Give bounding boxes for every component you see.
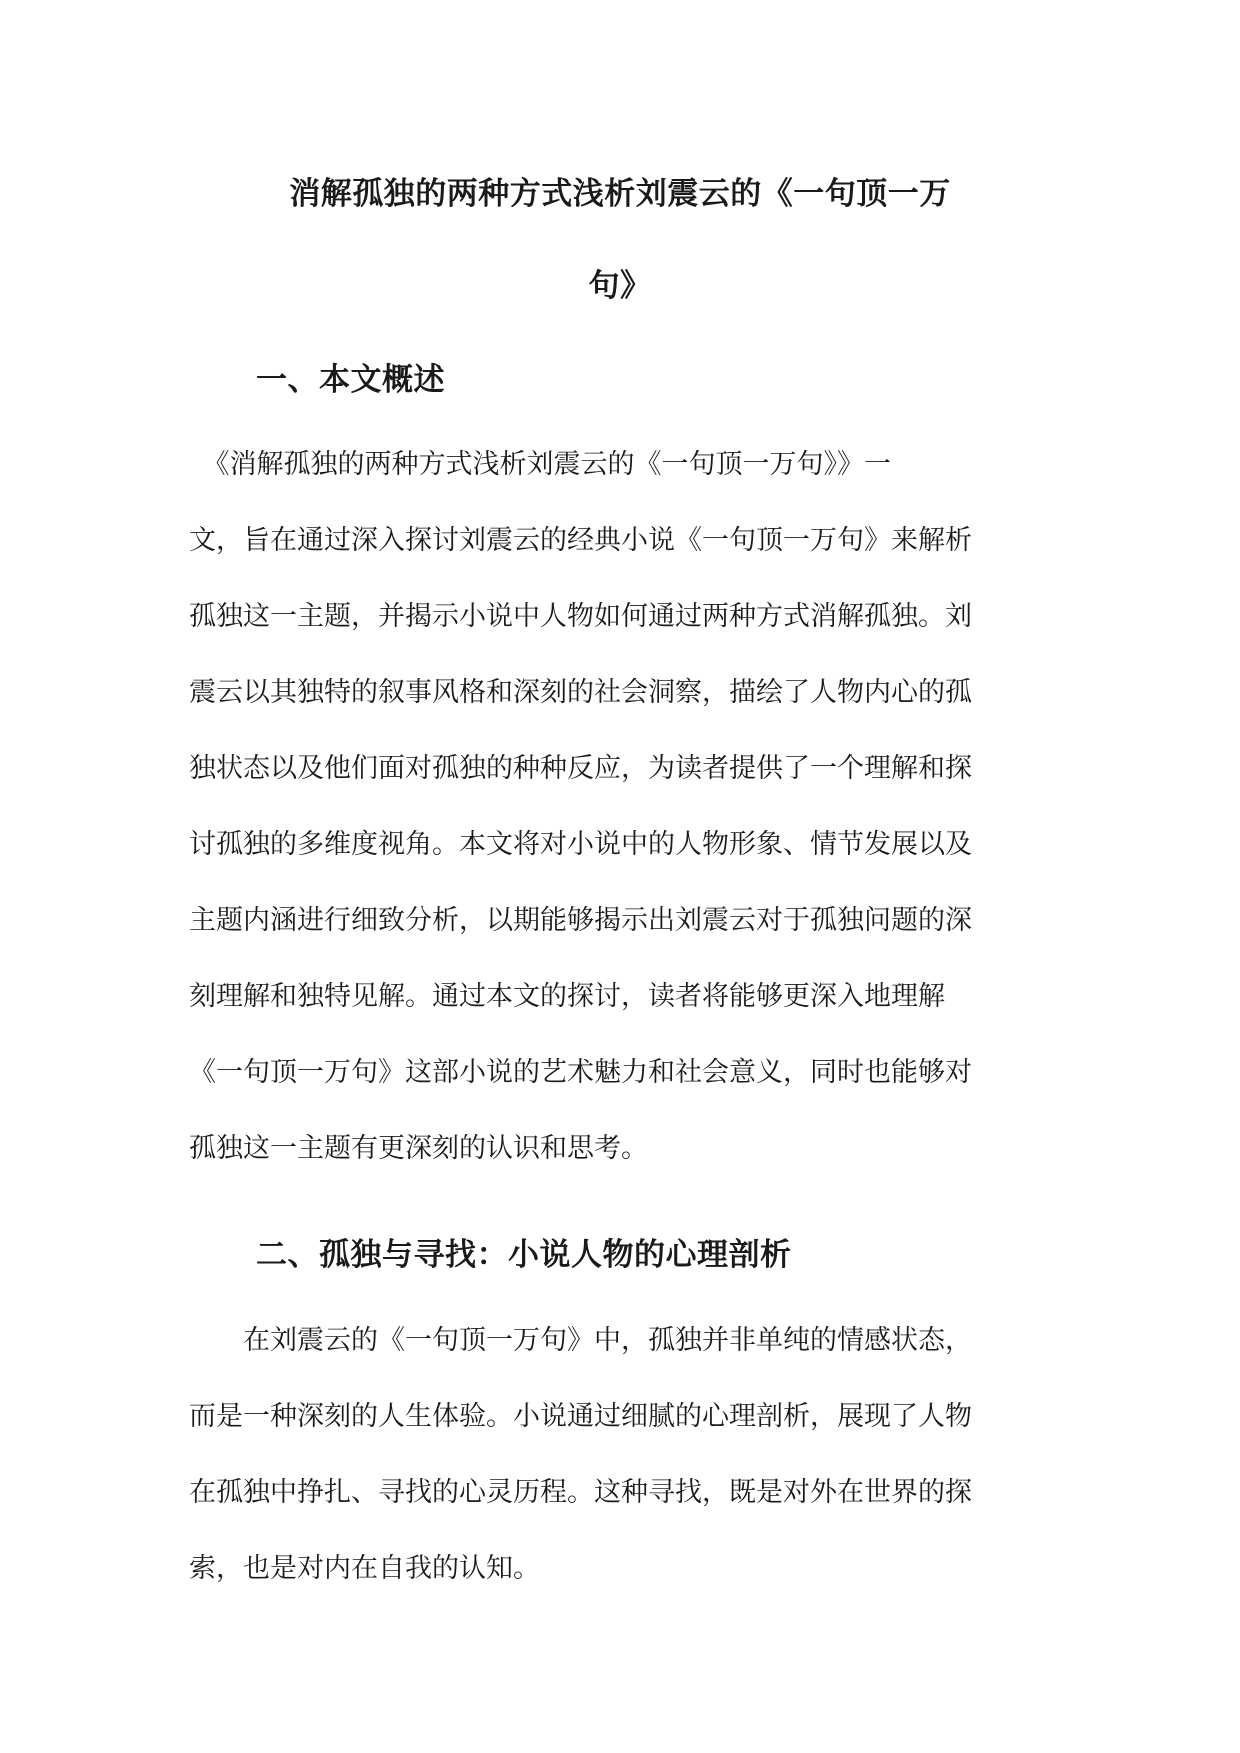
- document-title: [190, 148, 1050, 332]
- title-line-1: 消解孤独的两种方式浅析刘震云的《一句顶一万: [289, 176, 951, 212]
- paragraph-line: 在刘震云的《一句顶一万句》中，孤独并非单纯的情感状态，: [189, 1325, 972, 1356]
- paragraph-line: 《一句顶一万句》这部小说的艺术魅力和社会意义，同时也能够对: [189, 1057, 972, 1088]
- paragraph-line: 在孤独中挣扎、寻找的心灵历程。这种寻找，既是对外在世界的探: [189, 1477, 972, 1508]
- paragraph-line: 而是一种深刻的人生体验。小说通过细腻的心理剖析，展现了人物: [189, 1401, 972, 1432]
- paragraph-line: 孤独这一主题有更深刻的认识和思考。: [189, 1133, 648, 1164]
- paragraph-line: 索，也是对内在自我的认知。: [189, 1553, 540, 1584]
- paragraph-line: 讨孤独的多维度视角。本文将对小说中的人物形象、情节发展以及: [189, 829, 972, 860]
- paragraph-line: 震云以其独特的叙事风格和深刻的社会洞察，描绘了人物内心的孤: [189, 677, 972, 708]
- paragraph-line: 孤独这一主题，并揭示小说中人物如何通过两种方式消解孤独。刘: [189, 601, 972, 632]
- section-overview-paragraph: [189, 427, 1049, 1187]
- paragraph-line: 文，旨在通过深入探讨刘震云的经典小说《一句顶一万句》来解析: [189, 525, 972, 556]
- paragraph-line: 主题内涵进行细致分析，以期能够揭示出刘震云对于孤独问题的深: [189, 905, 972, 936]
- section-heading-loneliness: 二、孤独与寻找：小说人物的心理剖析: [256, 1237, 792, 1273]
- section-loneliness-paragraph: [189, 1303, 1049, 1607]
- paragraph-line: 刻理解和独特见解。通过本文的探讨，读者将能够更深入地理解: [189, 981, 945, 1012]
- paragraph-line: 《消解孤独的两种方式浅析刘震云的《一句顶一万句》》一: [189, 449, 891, 480]
- section-heading-overview: 一、本文概述: [256, 362, 445, 398]
- paragraph-line: 独状态以及他们面对孤独的种种反应，为读者提供了一个理解和探: [189, 753, 972, 784]
- title-line-2: 句》: [588, 268, 652, 304]
